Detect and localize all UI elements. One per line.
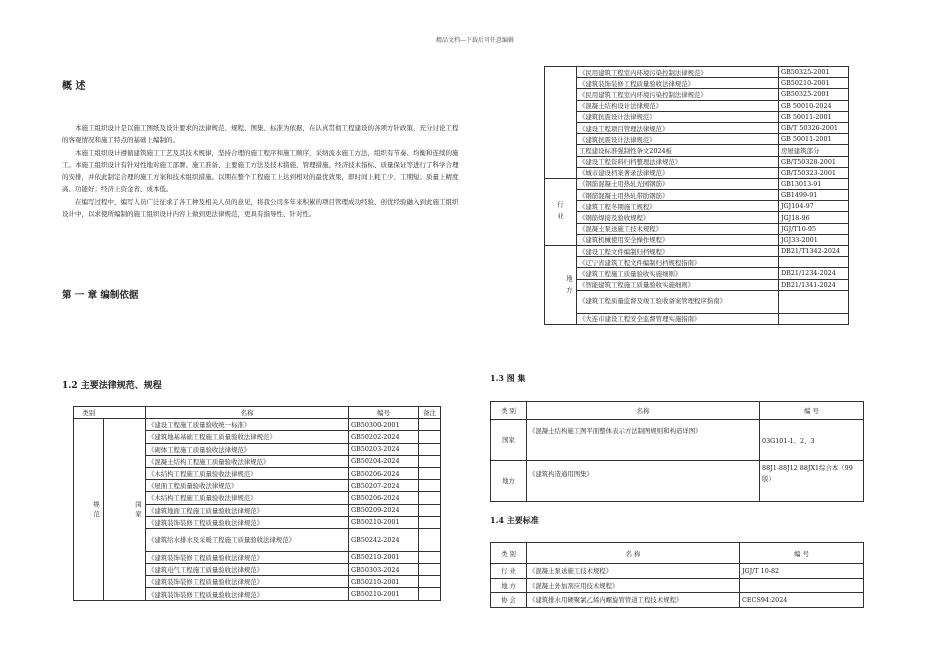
table-header-row <box>74 407 441 419</box>
standards-table <box>490 542 864 608</box>
table-row <box>545 223 849 234</box>
column-header: 类别 <box>74 407 104 419</box>
laws-table-continued <box>544 66 849 325</box>
code-cell: GB50209-2024 <box>349 504 419 516</box>
name-cell: 《建筑构造通用图集》 <box>527 461 760 502</box>
table-row <box>491 564 864 579</box>
category-cell: 地方 <box>491 461 527 502</box>
name-cell: 《木结构工程施工质量验收法律规范》 <box>146 467 349 479</box>
name-cell: 《混凝土泵送施工技术规程》 <box>527 564 740 579</box>
column-header: 编 号 <box>760 402 864 420</box>
code-cell: GB50202-2024 <box>349 431 419 443</box>
name-cell: 《建设工程文件编制归档规程》 <box>577 246 779 257</box>
code-cell: GB50242-2024 <box>349 528 419 551</box>
name-cell: 《智能建筑工程施工质量验收实施细则》 <box>577 279 779 290</box>
code-cell: GB/T 50326-2001 <box>779 122 849 133</box>
code-cell: CECS94:2024 <box>740 593 864 608</box>
table-row <box>545 246 849 257</box>
category-cell: 地方 <box>545 246 577 325</box>
name-cell: 《建筑工程质量监督及竣工验收备案管理程序指南》 <box>577 290 779 313</box>
name-cell: 《混凝土泵送施工技术规程》 <box>577 223 779 234</box>
code-cell: JGJ/T 10-82 <box>740 564 864 579</box>
name-cell: 《砌体工程施工质量验收法律规范》 <box>146 443 349 455</box>
code-cell <box>740 578 864 593</box>
overview-body <box>62 122 464 220</box>
column-header: 备注 <box>419 407 441 419</box>
category-cell: 国家 <box>491 420 527 461</box>
table-row <box>545 257 849 268</box>
chapter-heading: 第 一 章 编制依据 <box>62 290 139 301</box>
code-cell: GB50300-2001 <box>349 419 419 431</box>
table-row <box>491 420 864 461</box>
code-cell: JGJ33-2001 <box>779 234 849 245</box>
table-row <box>545 190 849 201</box>
table-header-row <box>491 402 864 420</box>
name-cell: 《建筑工程冬期施工规程》 <box>577 201 779 212</box>
table-row <box>545 78 849 89</box>
name-cell: 《建设工程资料归档整理法律规范》 <box>577 156 779 167</box>
table-row <box>545 122 849 133</box>
code-cell: GB50207-2024 <box>349 480 419 492</box>
table-row <box>545 201 849 212</box>
table-row <box>545 134 849 145</box>
table-row <box>74 419 441 431</box>
category-cell: 规范 <box>74 419 104 600</box>
code-cell <box>779 313 849 324</box>
section-heading-atlas: 1.3 图 集 <box>490 373 526 383</box>
table-row <box>545 67 849 78</box>
code-cell: GB50210-2001 <box>349 551 419 563</box>
code-cell: GB50325-2001 <box>779 89 849 100</box>
name-cell: 《钢筋混凝土用热轧带肋钢筋》 <box>577 190 779 201</box>
code-cell <box>779 257 849 268</box>
table-row <box>491 461 864 502</box>
name-cell: 《混凝土结构设计法律规范》 <box>577 100 779 111</box>
code-cell: JGJ104-97 <box>779 201 849 212</box>
name-cell: 《建筑抗震设计法律规范》 <box>577 111 779 122</box>
overview-paragraph: 在编写过程中，编写人员广泛征求了各工种及相关人员的意见，将我公司多年来积累的项目管理成功经验、创优经验融入到此施工组织设计中，以求使所编制的施工组织设计内容上做到更法律规范，更具有指导性、针对性。 <box>62 197 459 219</box>
category-cell: 国家 <box>104 419 146 600</box>
code-cell: 房屋建筑部分 <box>779 145 849 156</box>
overview-paragraph: 本施工组织设计是以施工图纸及设计要求的法律规范、规程、图集、标准为依据，在认真贯彻工程建设的各项方针政策，充分讨论工程的客观情况和施工特点的基础上编制的。 <box>62 124 459 145</box>
name-cell: 《建筑装饰装修工程质量验收法律规范》 <box>146 576 349 588</box>
name-cell: 《混凝土外加剂应用技术规程》 <box>527 578 740 593</box>
code-cell: DB21/1234-2024 <box>779 268 849 279</box>
code-cell: GB50303-2024 <box>349 564 419 576</box>
name-cell: 《建筑工程施工质量验收实施细则》 <box>577 268 779 279</box>
laws-table <box>73 406 441 601</box>
name-cell: 《建筑机械使用安全操作规程》 <box>577 234 779 245</box>
name-cell: 《大连市建设工程安全监督管理实施指南》 <box>577 313 779 324</box>
column-header: 类 别 <box>491 402 527 420</box>
table-row <box>545 279 849 290</box>
name-cell: 《建筑排水用硬聚氯乙烯内螺旋管管道工程技术规程》 <box>527 593 740 608</box>
section-heading-standards: 1.4 主要标准 <box>490 515 539 525</box>
table-row <box>545 290 849 313</box>
name-cell: 《钢筋焊接及验收规程》 <box>577 212 779 223</box>
name-cell: 《钢筋混凝土用热轧光园钢筋》 <box>577 178 779 189</box>
column-header: 名称 <box>527 402 760 420</box>
atlas-table <box>490 401 864 502</box>
table-row <box>545 234 849 245</box>
column-header: 名 称 <box>527 543 740 564</box>
name-cell: 《建设工程项目管理法律规范》 <box>577 122 779 133</box>
name-cell: 《民用建筑工程室内环境污染控制法律规范》 <box>577 67 779 78</box>
table-row <box>545 100 849 111</box>
table-row <box>545 212 849 223</box>
code-cell: GB13013-91 <box>779 178 849 189</box>
name-cell: 《建设工程施工质量验收统一标准》 <box>146 419 349 431</box>
code-cell: GB50204-2024 <box>349 455 419 467</box>
code-cell: GB50206-2024 <box>349 467 419 479</box>
code-cell: GB50210-2001 <box>779 78 849 89</box>
category-cell: 行业 <box>545 178 577 245</box>
code-cell: JGJ/T10-95 <box>779 223 849 234</box>
name-cell: 《建筑地基基础工程施工质量验收法律规范》 <box>146 431 349 443</box>
name-cell: 《建筑地面工程施工质量验收法律规范》 <box>146 504 349 516</box>
table-row <box>545 268 849 279</box>
column-header: 类 别 <box>491 543 527 564</box>
name-cell: 《辽宁省建筑工程文件编制归档规程指南》 <box>577 257 779 268</box>
table-row <box>545 111 849 122</box>
code-cell: GB 50010-2024 <box>779 100 849 111</box>
name-cell: 《民用建筑工程室内环境污染控制法律规范》 <box>577 89 779 100</box>
table-row <box>491 578 864 593</box>
name-cell: 《木结构工程施工质量验收法律规范》 <box>146 492 349 504</box>
table-row <box>545 156 849 167</box>
code-cell: DB21/T1342-2024 <box>779 246 849 257</box>
name-cell: 《建筑电气工程施工质量验收法律规范》 <box>146 564 349 576</box>
overview-paragraph: 本施工组织设计遵循建筑施工工艺及其技术规律，坚持合理的施工程序和施工顺序，采纳流水施工方法，组织有节奏、均衡和连续的施工。本施工组织设计有针对性地对施工部署、施工准备、主要施工方法及技术措施、管理措施、经济技术指标、质量保证等进行了科学合理的安排，并依此制定合理的施工方案和技术组织措施。以期在整个工程施工上达到相对的最优效果，即时间上耗工少、工期短；质量上精度高、功能好；经济上资金省、成本低。 <box>62 148 459 194</box>
table-row <box>545 89 849 100</box>
code-cell: GB50206-2024 <box>349 492 419 504</box>
code-cell: GB50210-2001 <box>349 516 419 528</box>
code-cell <box>779 290 849 313</box>
category-cell: 地 方 <box>491 578 527 593</box>
name-cell: 《建筑装饰装修工程质量验收法律规范》 <box>577 78 779 89</box>
code-cell: GB50210-2001 <box>349 576 419 588</box>
column-header: 名称 <box>146 407 349 419</box>
code-cell: 88J1-88J12 88JX1综合本（99版） <box>760 461 864 502</box>
code-cell: GB 50011-2001 <box>779 111 849 122</box>
name-cell: 工程建设标准强制性条文2024板 <box>577 145 779 156</box>
code-cell: GB50325-2001 <box>779 67 849 78</box>
code-cell: GB50210-2001 <box>349 588 419 600</box>
code-cell: GB1499-91 <box>779 190 849 201</box>
table-header-row <box>491 543 864 564</box>
code-cell: 03G101-1、2、3 <box>760 420 864 461</box>
name-cell: 《建筑抗震设计法律规范》 <box>577 134 779 145</box>
code-cell: GB50203-2024 <box>349 443 419 455</box>
table-row <box>545 313 849 324</box>
category-cell: 协 会 <box>491 593 527 608</box>
code-cell: JGJ18-96 <box>779 212 849 223</box>
code-cell: DB21/1341-2024 <box>779 279 849 290</box>
name-cell: 《屋面工程质量验收法律规范》 <box>146 480 349 492</box>
table-row <box>545 167 849 178</box>
section-heading-laws: 1.2 主要法律规范、规程 <box>62 381 162 391</box>
code-cell: GB 50011-2001 <box>779 134 849 145</box>
code-cell: GB/T50323-2001 <box>779 167 849 178</box>
column-header: 编号 <box>349 407 419 419</box>
name-cell: 《建筑给水排水及采暖工程施工质量验收法律规范》 <box>146 528 349 551</box>
overview-heading: 概 述 <box>62 81 86 92</box>
category-cell: 行 业 <box>491 564 527 579</box>
name-cell: 《混凝土结构工程施工质量验收法律规范》 <box>146 455 349 467</box>
name-cell: 《混凝土结构施工图平面整体表示方法制图规则和构造详图》 <box>527 420 760 461</box>
table-row <box>545 145 849 156</box>
column-header: 编 号 <box>740 543 864 564</box>
name-cell: 《建筑装饰装修工程质量验收法律规范》 <box>146 516 349 528</box>
name-cell: 《建筑装饰装修工程质量验收法律规范》 <box>146 588 349 600</box>
page-header-note: 精品文档---下载后可任意编辑 <box>435 37 515 44</box>
name-cell: 《建筑装饰装修工程质量验收法律规范》 <box>146 551 349 563</box>
table-row <box>545 178 849 189</box>
table-row <box>491 593 864 608</box>
code-cell: GB/T50328-2001 <box>779 156 849 167</box>
name-cell: 《城市建设档案著录法律规范》 <box>577 167 779 178</box>
